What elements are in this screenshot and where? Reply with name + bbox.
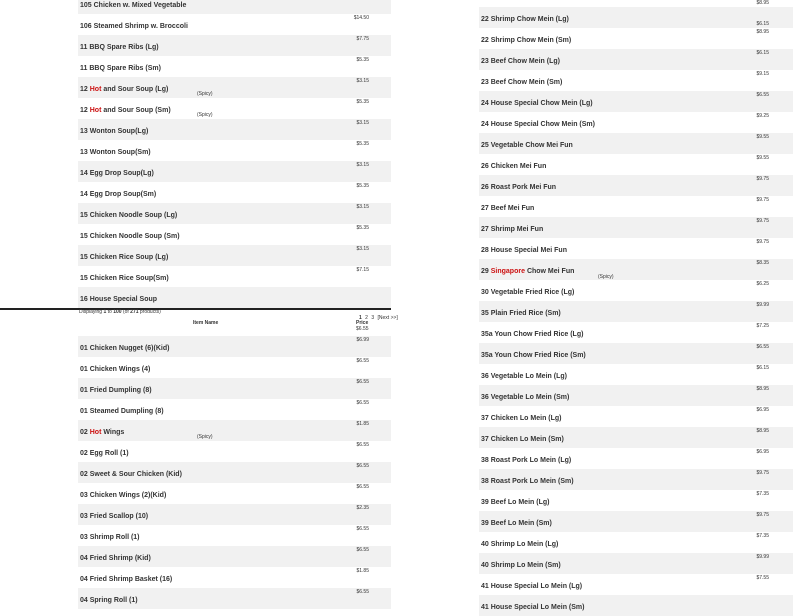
menu-item-name[interactable]: 106 Steamed Shrimp w. Broccoli bbox=[80, 23, 188, 30]
menu-item-price: $6.99 bbox=[356, 337, 369, 343]
menu-item-row[interactable] bbox=[78, 420, 391, 441]
menu-item-row[interactable] bbox=[479, 133, 793, 154]
menu-item-row[interactable] bbox=[479, 490, 793, 511]
menu-item-name[interactable]: 03 Chicken Wings (2)(Kid) bbox=[80, 492, 167, 499]
menu-item-row[interactable] bbox=[78, 378, 391, 399]
menu-item-name[interactable]: 27 Beef Mei Fun bbox=[481, 205, 535, 212]
menu-item-name[interactable]: 22 Shrimp Chow Mein (Lg) bbox=[481, 16, 569, 23]
menu-item-row[interactable] bbox=[479, 0, 793, 28]
menu-item-row[interactable] bbox=[78, 441, 391, 462]
menu-item-row[interactable] bbox=[78, 525, 391, 546]
left-menu-column bbox=[78, 0, 398, 609]
menu-item-name[interactable]: 13 Wonton Soup(Lg) bbox=[80, 128, 149, 135]
page-link-1[interactable]: 1 bbox=[359, 315, 362, 321]
menu-item-price: $6.95 bbox=[756, 407, 769, 413]
menu-item-row[interactable] bbox=[479, 259, 793, 280]
page-link-3[interactable]: 3 bbox=[371, 315, 375, 321]
menu-item-row[interactable] bbox=[479, 238, 793, 259]
menu-item-name[interactable]: 14 Egg Drop Soup(Sm) bbox=[80, 191, 157, 198]
menu-item-row[interactable] bbox=[479, 280, 793, 301]
menu-item-name[interactable]: 26 Roast Pork Mei Fun bbox=[481, 184, 557, 191]
menu-item-name[interactable]: 23 Beef Chow Mein (Sm) bbox=[481, 79, 563, 86]
menu-item-row[interactable] bbox=[78, 56, 391, 77]
menu-item-row[interactable] bbox=[479, 49, 793, 70]
menu-item-price: $6.55 bbox=[356, 589, 369, 595]
menu-item-row[interactable] bbox=[78, 35, 391, 56]
menu-item-price: $9.99 bbox=[756, 302, 769, 308]
menu-item-price: $6.55 bbox=[356, 526, 369, 532]
menu-item-name[interactable]: 11 BBQ Spare Ribs (Sm) bbox=[80, 65, 161, 72]
menu-item-price: $6.15 bbox=[756, 50, 769, 56]
menu-item-name[interactable]: 02 Egg Roll (1) bbox=[80, 450, 129, 457]
display-prefix: Displaying bbox=[79, 309, 103, 315]
menu-item-rest: and Sour Soup (Lg) bbox=[103, 86, 169, 93]
menu-item-name[interactable]: 35a Youn Chow Fried Rice (Sm) bbox=[481, 352, 586, 359]
menu-item-price: $9.99 bbox=[756, 554, 769, 560]
menu-item-price: $9.75 bbox=[756, 176, 769, 182]
menu-item-price: $6.95 bbox=[756, 449, 769, 455]
menu-item-name[interactable]: 14 Egg Drop Soup(Lg) bbox=[80, 170, 154, 177]
display-to: 100 bbox=[113, 309, 122, 315]
pagination-divider bbox=[0, 308, 391, 310]
menu-item-name[interactable]: 01 Fried Dumpling (8) bbox=[80, 387, 152, 394]
menu-item-number: 02 bbox=[80, 429, 88, 436]
menu-item-price: $8.95 bbox=[756, 0, 769, 6]
menu-item-price: $3.15 bbox=[356, 246, 369, 252]
page-link-2[interactable]: 2 bbox=[365, 315, 368, 321]
menu-item-name[interactable]: 01 Chicken Nugget (6)(Kid) bbox=[80, 345, 170, 352]
menu-item-price: $6.25 bbox=[756, 281, 769, 287]
menu-item-name[interactable]: 41 House Special Lo Mein (Sm) bbox=[481, 604, 585, 611]
menu-item-price: $5.35 bbox=[356, 141, 369, 147]
menu-item-row[interactable] bbox=[78, 0, 391, 14]
menu-item-row[interactable] bbox=[78, 546, 391, 567]
display-from: 1 bbox=[103, 309, 107, 315]
menu-item-price: $8.95 bbox=[756, 428, 769, 434]
menu-item-row[interactable] bbox=[479, 532, 793, 553]
menu-item-row[interactable] bbox=[78, 483, 391, 504]
menu-item-name[interactable]: 26 Chicken Mei Fun bbox=[481, 163, 547, 170]
menu-item-price: $9.25 bbox=[756, 113, 769, 119]
menu-item-name[interactable]: 28 House Special Mei Fun bbox=[481, 247, 567, 254]
menu-item-name[interactable] bbox=[80, 107, 171, 114]
menu-item-name[interactable]: 35 Plain Fried Rice (Sm) bbox=[481, 310, 561, 317]
menu-item-row[interactable] bbox=[78, 287, 391, 308]
menu-item-rest: Chow Mei Fun bbox=[526, 268, 575, 275]
menu-item-row[interactable] bbox=[78, 77, 391, 98]
menu-item-name[interactable]: 41 House Special Lo Mein (Lg) bbox=[481, 583, 583, 590]
menu-item-name[interactable]: 03 Fried Scallop (10) bbox=[80, 513, 149, 520]
menu-item-price: $2.35 bbox=[356, 505, 369, 511]
right-menu-column bbox=[479, 0, 793, 616]
display-count-text bbox=[79, 309, 161, 315]
menu-item-name[interactable]: 40 Shrimp Lo Mein (Sm) bbox=[481, 562, 561, 569]
menu-item-row[interactable] bbox=[479, 91, 793, 112]
pagination-bar bbox=[78, 308, 398, 336]
menu-item-price: $7.35 bbox=[756, 491, 769, 497]
menu-item-row[interactable] bbox=[479, 175, 793, 196]
menu-item-price: $1.85 bbox=[356, 421, 369, 427]
column-header-item-name[interactable]: Item Name bbox=[193, 320, 219, 326]
display-suffix: products) bbox=[139, 309, 161, 315]
first-item-price: $6.55 bbox=[356, 326, 369, 332]
menu-item-row[interactable] bbox=[78, 504, 391, 525]
menu-item-name[interactable] bbox=[80, 86, 168, 93]
menu-list-top bbox=[78, 0, 391, 308]
menu-item-name[interactable]: 36 Vegetable Lo Mein (Lg) bbox=[481, 373, 567, 380]
menu-item-price: $6.55 bbox=[356, 463, 369, 469]
menu-item-row[interactable] bbox=[479, 469, 793, 490]
display-total: 271 bbox=[130, 309, 139, 315]
menu-item-name[interactable]: 39 Beef Lo Mein (Lg) bbox=[481, 499, 550, 506]
menu-item-row[interactable] bbox=[479, 217, 793, 238]
menu-item-price: $6.55 bbox=[356, 358, 369, 364]
menu-item-name[interactable]: 11 BBQ Spare Ribs (Lg) bbox=[80, 44, 159, 51]
menu-item-row[interactable] bbox=[78, 245, 391, 266]
menu-item-rest: and Sour Soup (Sm) bbox=[103, 107, 171, 114]
menu-item-name[interactable]: 01 Chicken Wings (4) bbox=[80, 366, 151, 373]
menu-item-row[interactable] bbox=[78, 357, 391, 378]
menu-item-row[interactable] bbox=[479, 70, 793, 91]
menu-item-price: $9.75 bbox=[756, 197, 769, 203]
menu-item-row[interactable] bbox=[479, 574, 793, 595]
menu-item-price: $7.35 bbox=[756, 533, 769, 539]
menu-item-name[interactable]: 15 Chicken Rice Soup (Lg) bbox=[80, 254, 169, 261]
menu-item-price: $9.75 bbox=[756, 470, 769, 476]
menu-item-name[interactable]: 27 Shrimp Mei Fun bbox=[481, 226, 544, 233]
menu-item-price: $5.35 bbox=[356, 225, 369, 231]
menu-item-price: $9.75 bbox=[756, 512, 769, 518]
hot-label: Singapore bbox=[490, 268, 525, 275]
menu-item-row[interactable] bbox=[78, 203, 391, 224]
menu-item-row[interactable] bbox=[78, 161, 391, 182]
menu-list-right bbox=[479, 0, 793, 616]
next-page-link[interactable]: [Next >>] bbox=[377, 315, 398, 321]
menu-item-name[interactable]: 38 Roast Pork Lo Mein (Sm) bbox=[481, 478, 574, 485]
menu-item-name[interactable]: 23 Beef Chow Mein (Lg) bbox=[481, 58, 560, 65]
menu-item-price: $6.55 bbox=[356, 547, 369, 553]
menu-item-price: $5.35 bbox=[356, 183, 369, 189]
menu-item-row[interactable] bbox=[479, 28, 793, 49]
menu-item-price: $6.55 bbox=[756, 344, 769, 350]
menu-item-name[interactable]: 25 Vegetable Chow Mei Fun bbox=[481, 142, 573, 149]
menu-item-row[interactable] bbox=[78, 182, 391, 203]
menu-item-number: 12 bbox=[80, 86, 88, 93]
menu-item-row[interactable] bbox=[479, 301, 793, 322]
menu-item-price: $6.55 bbox=[756, 92, 769, 98]
menu-item-name[interactable]: 37 Chicken Lo Mein (Sm) bbox=[481, 436, 564, 443]
menu-item-row[interactable] bbox=[78, 98, 391, 119]
menu-item-row[interactable] bbox=[78, 266, 391, 287]
menu-item-price: $9.55 bbox=[756, 155, 769, 161]
menu-item-price: $8.35 bbox=[756, 260, 769, 266]
menu-item-price: $9.15 bbox=[756, 71, 769, 77]
menu-item-price: $3.15 bbox=[356, 204, 369, 210]
menu-item-price: $6.55 bbox=[356, 484, 369, 490]
menu-item-row[interactable] bbox=[479, 364, 793, 385]
menu-item-row[interactable] bbox=[78, 567, 391, 588]
menu-item-row[interactable] bbox=[78, 224, 391, 245]
menu-item-price: $8.95 bbox=[756, 29, 769, 35]
menu-item-row[interactable] bbox=[78, 336, 391, 357]
menu-item-name[interactable]: 04 Fried Shrimp Basket (16) bbox=[80, 576, 173, 583]
menu-item-name[interactable]: 24 House Special Chow Mein (Lg) bbox=[481, 100, 593, 107]
menu-item-name[interactable]: 24 House Special Chow Mein (Sm) bbox=[481, 121, 595, 128]
menu-item-row[interactable] bbox=[479, 343, 793, 364]
menu-item-price: $9.75 bbox=[756, 239, 769, 245]
menu-item-name[interactable]: 39 Beef Lo Mein (Sm) bbox=[481, 520, 552, 527]
menu-item-row[interactable] bbox=[78, 119, 391, 140]
column-header-price[interactable]: Price bbox=[356, 320, 369, 326]
menu-item-price: $5.35 bbox=[356, 99, 369, 105]
menu-item-name[interactable]: 37 Chicken Lo Mein (Lg) bbox=[481, 415, 562, 422]
hot-label: Hot bbox=[89, 86, 102, 93]
menu-item-row[interactable] bbox=[78, 399, 391, 420]
menu-item-price: $1.85 bbox=[356, 568, 369, 574]
menu-item-name[interactable]: 04 Fried Shrimp (Kid) bbox=[80, 555, 151, 562]
menu-item-rest: Wings bbox=[103, 429, 125, 436]
menu-item-name[interactable] bbox=[80, 429, 124, 436]
spicy-tag: (Spicy) bbox=[197, 434, 213, 440]
menu-item-number: 12 bbox=[80, 107, 88, 114]
menu-item-price: $7.75 bbox=[356, 36, 369, 42]
menu-item-name[interactable]: 22 Shrimp Chow Mein (Sm) bbox=[481, 37, 572, 44]
menu-item-name[interactable]: 30 Vegetable Fried Rice (Lg) bbox=[481, 289, 575, 296]
menu-item-price: $7.55 bbox=[756, 575, 769, 581]
menu-item-name[interactable]: 02 Sweet & Sour Chicken (Kid) bbox=[80, 471, 182, 478]
menu-item-name[interactable]: 35a Youn Chow Fried Rice (Lg) bbox=[481, 331, 584, 338]
menu-item-row[interactable] bbox=[78, 14, 391, 35]
menu-item-price: $6.55 bbox=[356, 400, 369, 406]
menu-item-row[interactable] bbox=[479, 595, 793, 616]
menu-item-row[interactable] bbox=[479, 511, 793, 532]
menu-item-name[interactable]: 16 House Special Soup bbox=[80, 296, 158, 303]
menu-item-name[interactable]: 38 Roast Pork Lo Mein (Lg) bbox=[481, 457, 572, 464]
menu-item-price: $14.50 bbox=[353, 15, 369, 21]
menu-item-name[interactable]: 40 Shrimp Lo Mein (Lg) bbox=[481, 541, 559, 548]
menu-item-name[interactable]: 15 Chicken Noodle Soup (Lg) bbox=[80, 212, 178, 219]
menu-item-price-secondary: $6.15 bbox=[756, 21, 769, 27]
menu-item-name[interactable]: 105 Chicken w. Mixed Vegetable bbox=[80, 2, 187, 9]
menu-item-row[interactable] bbox=[479, 385, 793, 406]
menu-item-row[interactable] bbox=[78, 140, 391, 161]
menu-item-price: $9.75 bbox=[756, 218, 769, 224]
display-of: (of bbox=[122, 309, 129, 315]
menu-item-price: $3.15 bbox=[356, 78, 369, 84]
menu-item-price: $9.55 bbox=[756, 134, 769, 140]
menu-item-row[interactable] bbox=[479, 553, 793, 574]
menu-item-row[interactable] bbox=[479, 427, 793, 448]
spicy-tag: (Spicy) bbox=[598, 274, 614, 280]
menu-item-row[interactable] bbox=[479, 448, 793, 469]
hot-label: Hot bbox=[89, 107, 102, 114]
menu-item-name[interactable]: 04 Spring Roll (1) bbox=[80, 597, 138, 604]
display-to-word: to bbox=[107, 309, 112, 315]
menu-item-price: $3.15 bbox=[356, 120, 369, 126]
spicy-tag: (Spicy) bbox=[197, 112, 213, 118]
menu-item-price: $6.55 bbox=[356, 442, 369, 448]
menu-item-name[interactable]: 15 Chicken Noodle Soup (Sm) bbox=[80, 233, 180, 240]
menu-item-price: $6.15 bbox=[756, 365, 769, 371]
menu-item-row[interactable] bbox=[479, 196, 793, 217]
menu-item-row[interactable] bbox=[479, 154, 793, 175]
menu-item-number: 29 bbox=[481, 268, 489, 275]
menu-item-row[interactable] bbox=[479, 406, 793, 427]
menu-item-price: $7.25 bbox=[756, 323, 769, 329]
menu-item-name[interactable]: 01 Steamed Dumpling (8) bbox=[80, 408, 164, 415]
menu-list-bottom bbox=[78, 336, 391, 609]
menu-item-price: $5.35 bbox=[356, 57, 369, 63]
menu-item-row[interactable] bbox=[78, 462, 391, 483]
menu-item-price: $8.95 bbox=[756, 386, 769, 392]
menu-item-name[interactable]: 13 Wonton Soup(Sm) bbox=[80, 149, 151, 156]
menu-item-row[interactable] bbox=[479, 112, 793, 133]
menu-item-name[interactable] bbox=[481, 268, 574, 275]
menu-item-name[interactable]: 03 Shrimp Roll (1) bbox=[80, 534, 140, 541]
menu-item-name[interactable]: 36 Vegetable Lo Mein (Sm) bbox=[481, 394, 570, 401]
menu-item-price: $7.15 bbox=[356, 267, 369, 273]
hot-label: Hot bbox=[89, 429, 102, 436]
menu-item-price: $6.55 bbox=[356, 379, 369, 385]
menu-item-name[interactable]: 15 Chicken Rice Soup(Sm) bbox=[80, 275, 169, 282]
menu-item-row[interactable] bbox=[479, 322, 793, 343]
spicy-tag: (Spicy) bbox=[197, 91, 213, 97]
menu-item-row[interactable] bbox=[78, 588, 391, 609]
menu-item-price: $3.15 bbox=[356, 162, 369, 168]
